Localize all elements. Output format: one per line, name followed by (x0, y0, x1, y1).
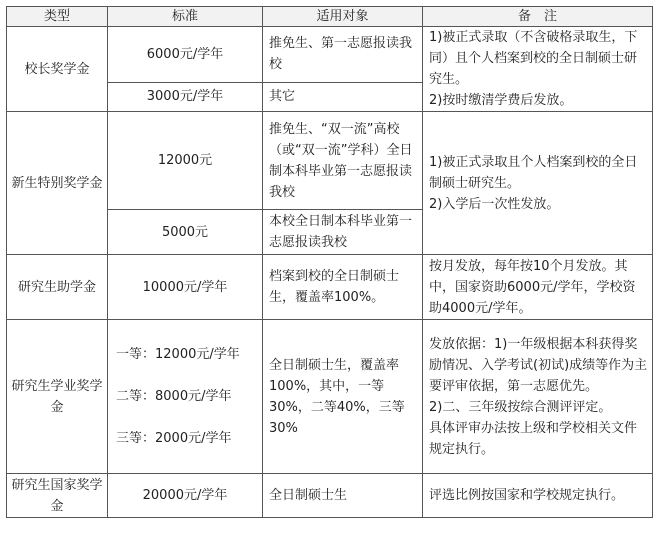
header-type: 类型 (7, 7, 108, 27)
standard-cell: 10000元/学年 (108, 255, 263, 320)
tier-first: 一等：12000元/学年 (116, 347, 240, 362)
applicable-cell: 档案到校的全日制硕士生，覆盖率100%。 (263, 255, 423, 320)
standard-cell: 20000元/学年 (108, 474, 263, 518)
type-cell: 研究生助学金 (7, 255, 108, 320)
type-cell: 研究生国家奖学金 (7, 474, 108, 518)
applicable-cell: 全日制硕士生 (263, 474, 423, 518)
applicable-cell: 推免生、“双一流”高校（或“双一流”学科）全日制本科毕业第一志愿报读我校 (263, 112, 423, 210)
remark-cell: 评选比例按国家和学校规定执行。 (423, 474, 653, 518)
type-cell: 新生特别奖学金 (7, 112, 108, 255)
remark-line: 2)入学后一次性发放。 (429, 196, 560, 212)
remark-cell (423, 27, 653, 112)
standard-cell (108, 320, 263, 474)
remark-line: 1)被正式录取（不含破格录取生，下同）且个人档案到校的全日制硕士研究生。 (429, 30, 638, 87)
tier-third: 三等：2000元/学年 (116, 431, 232, 446)
table-row (7, 320, 653, 474)
remark-line: 具体评审办法按上级和学校相关文件规定执行。 (429, 420, 638, 457)
type-cell: 研究生学业奖学金 (7, 320, 108, 474)
applicable-cell: 推免生、第一志愿报读我校 (263, 27, 423, 83)
remark-line: 发放依据：1)一年级根据本科获得奖励情况、入学考试(初试)成绩等作为主要评审依据，第一志愿优先。 (429, 336, 648, 394)
remark-cell: 按月发放，每年按10个月发放。其中，国家资助6000元/学年，学校资助4000元/学年。 (423, 255, 653, 320)
applicable-cell: 全日制硕士生，覆盖率100%，其中，一等30%，二等40%，三等30% (263, 320, 423, 474)
remark-line: 1)被正式录取且个人档案到校的全日制硕士研究生。 (429, 154, 638, 191)
remark-cell (423, 112, 653, 255)
header-applicable: 适用对象 (263, 7, 423, 27)
table-row (7, 255, 653, 320)
standard-cell: 12000元 (108, 112, 263, 210)
remark-line: 2)二、三年级按综合测评评定。 (429, 399, 612, 415)
standard-cell: 3000元/学年 (108, 82, 263, 111)
header-remarks: 备 注 (423, 7, 653, 27)
applicable-cell: 其它 (263, 82, 423, 111)
applicable-cell: 本校全日制本科毕业第一志愿报读我校 (263, 210, 423, 255)
remark-cell (423, 320, 653, 474)
tier-second: 二等：8000元/学年 (116, 389, 232, 404)
remark-line: 2)按时缴清学费后发放。 (429, 93, 573, 108)
header-row (7, 7, 653, 27)
header-standard: 标准 (108, 7, 263, 27)
table-row (7, 27, 653, 83)
scholarship-table (6, 6, 653, 518)
standard-cell: 5000元 (108, 210, 263, 255)
table-row (7, 474, 653, 518)
standard-cell: 6000元/学年 (108, 27, 263, 83)
table-row (7, 112, 653, 210)
type-cell: 校长奖学金 (7, 27, 108, 112)
